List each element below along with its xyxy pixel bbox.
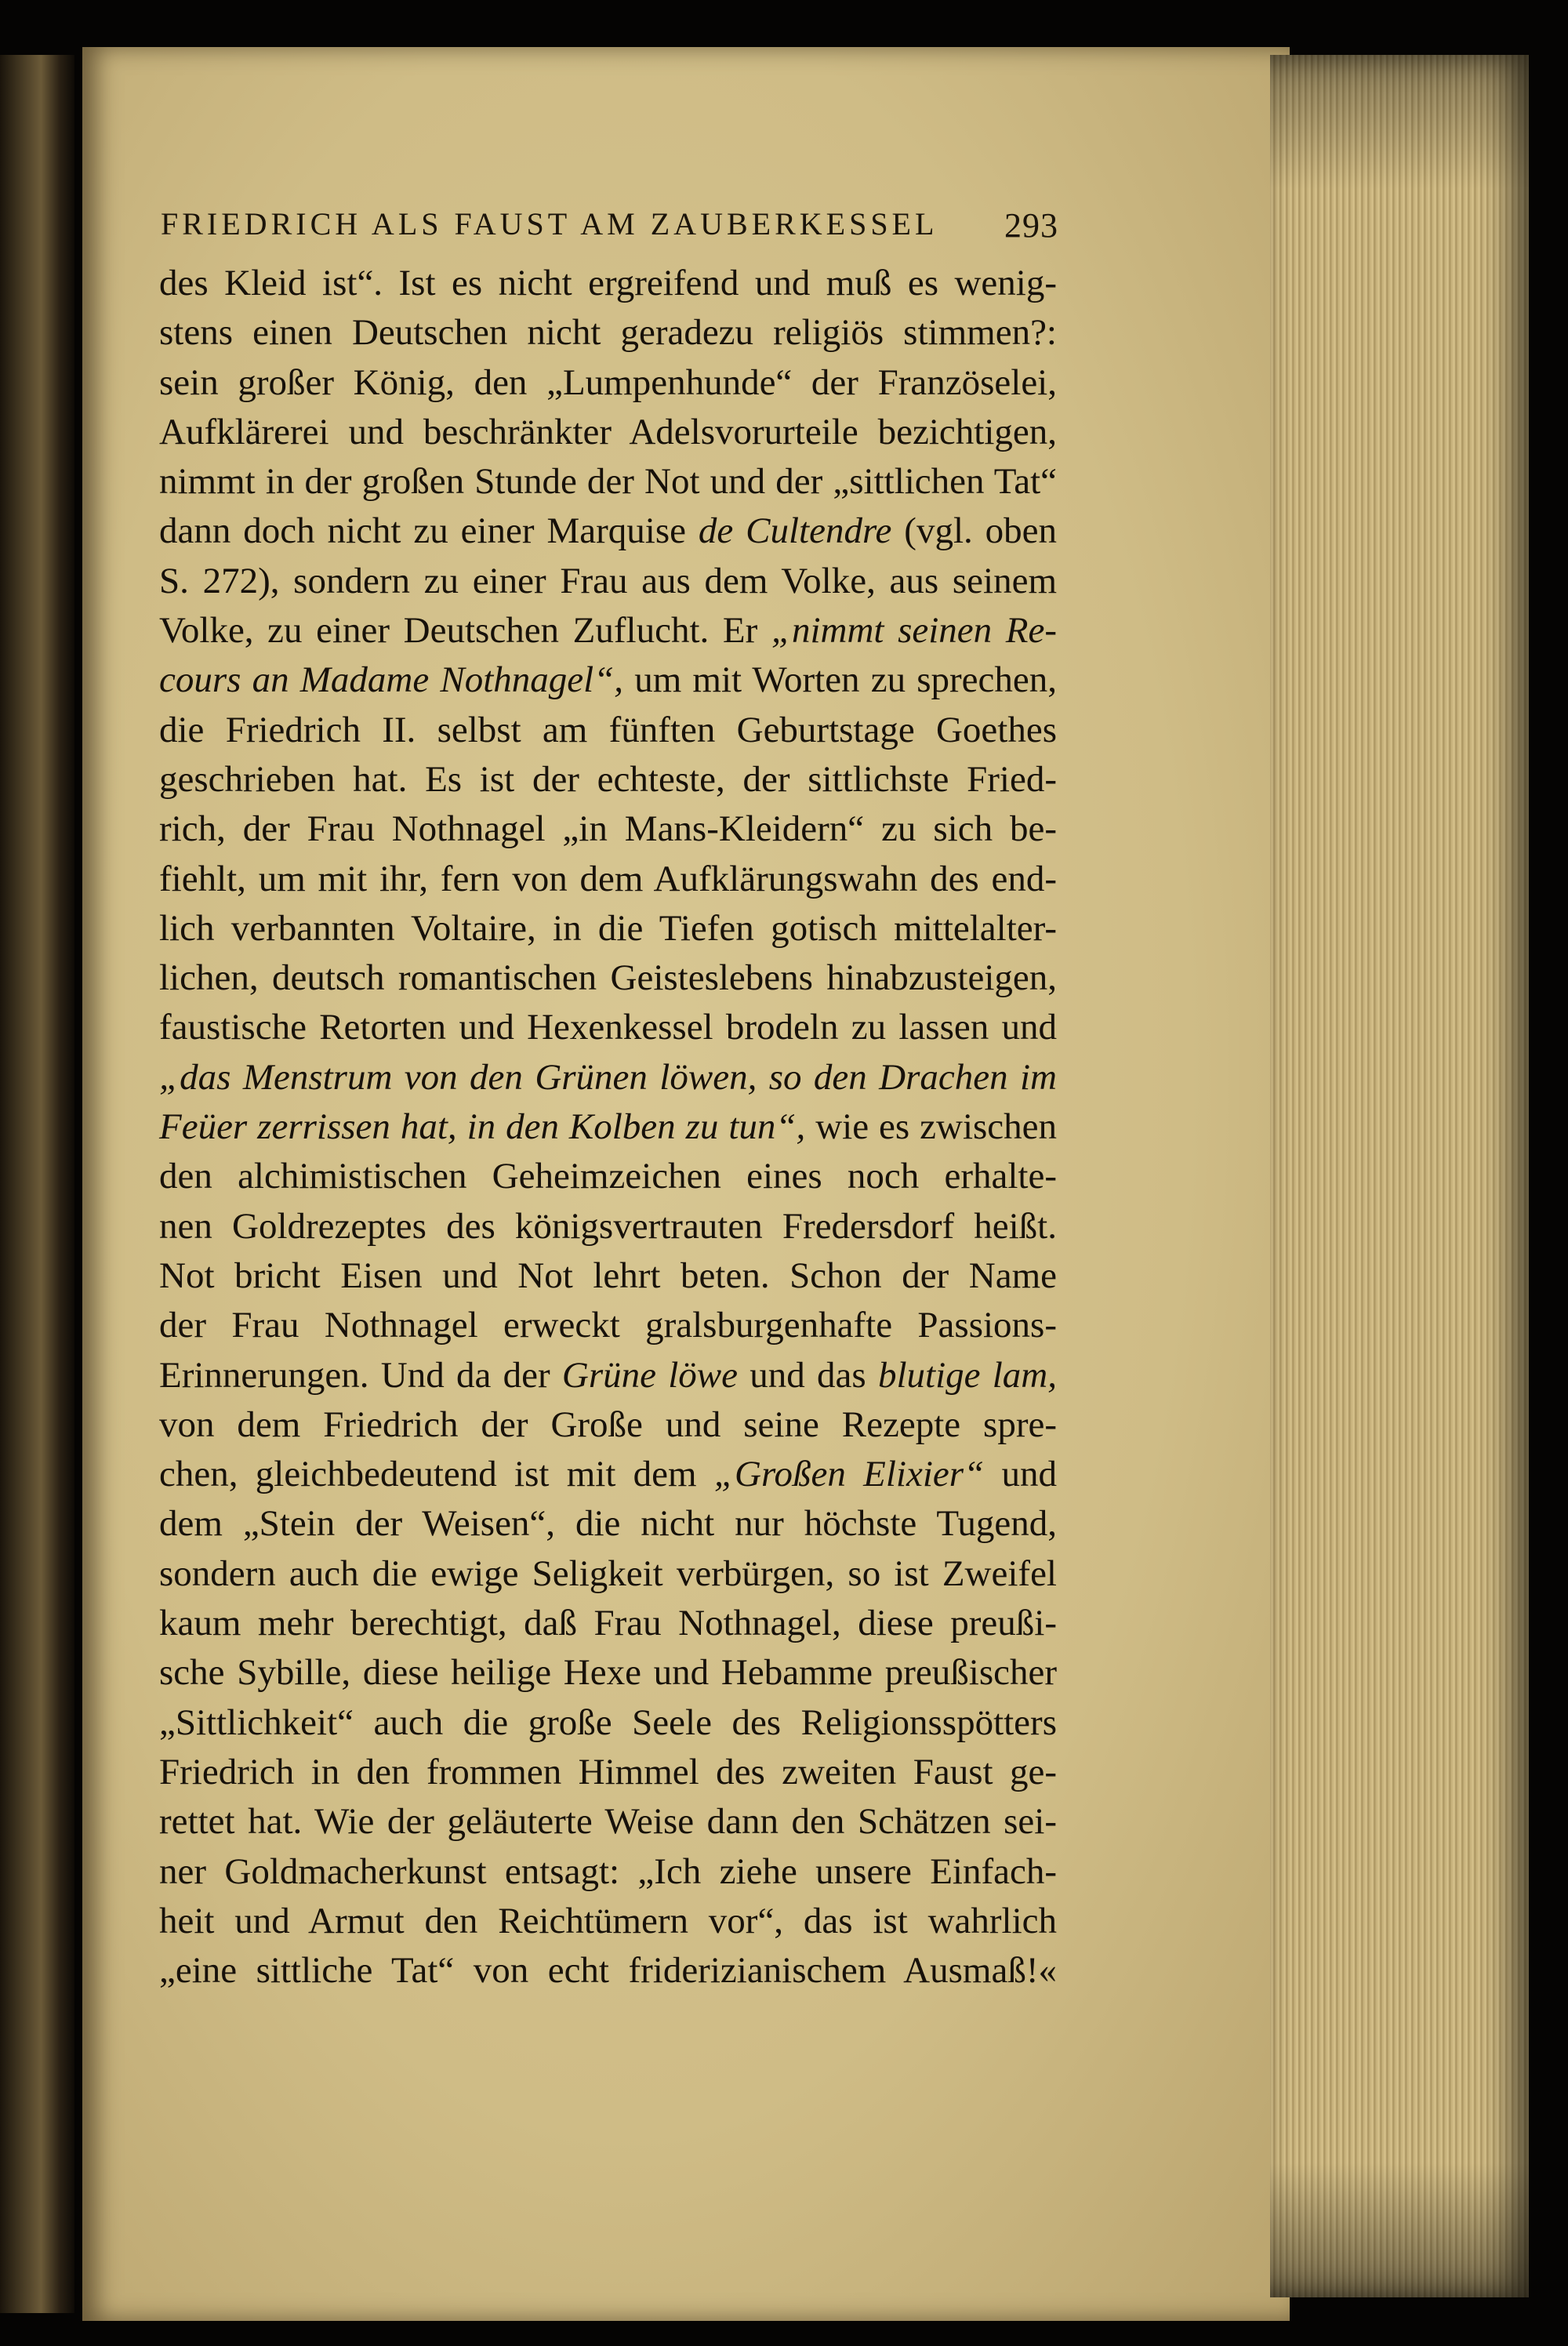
text-segment: kaum mehr berechtigt, daß Frau Nothnagel, diese preußi- [159,1603,1057,1644]
text-segment: heit und Armut den Reichtümern vor“, das ist wahrlich [159,1900,1057,1941]
text-line [159,457,1057,507]
text-line [159,1946,1057,1996]
text-segment: lich verbannten Voltaire, in die Tiefen gotisch mittelalter- [159,907,1057,949]
italic-text: „das Menstrum von den Grünen löwen, so den Drachen im [159,1056,1057,1098]
text-segment: Volke, zu einer Deutschen Zuflucht. Er [159,610,771,652]
text-line [159,755,1057,804]
text-segment: und [984,1454,1057,1495]
text-segment: Friedrich in den frommen Himmel des zweiten Faust ge- [159,1751,1057,1792]
text-segment: nimmt in der großen Stunde der Not und der „sittlichen Tat“ [159,461,1057,503]
body-text [159,259,1057,1996]
text-line [159,1698,1057,1748]
running-title: FRIEDRICH ALS FAUST AM ZAUBERKESSEL [161,206,938,242]
text-segment: um mit Worten zu sprechen, [623,659,1057,701]
text-segment: rettet hat. Wie der geläuterte Weise dann den Schätzen sei- [159,1801,1057,1843]
text-line [159,1400,1057,1450]
text-segment: Aufklärerei und beschränkter Adelsvorurteile bezichtigen, [159,411,1057,452]
text-segment: chen, gleichbedeutend ist mit dem [159,1454,714,1495]
italic-text: „Großen Elixier“ [713,1454,985,1495]
text-segment: dann doch nicht zu einer Marquise [159,510,699,552]
text-segment: die Friedrich II. selbst am fünften Geburtstage Goethes [159,709,1057,750]
italic-text: „nimmt seinen Re- [771,610,1057,652]
italic-text: Grüne löwe [561,1354,739,1396]
text-segment: Erinnerungen. Und da der [159,1354,562,1396]
text-line [159,358,1057,408]
page-stack-shadow [1270,55,1529,2297]
text-segment: dem „Stein der Weisen“, die nicht nur höchste Tugend, [159,1503,1057,1545]
text-segment: wie es zwischen [805,1106,1058,1148]
text-line [159,656,1057,705]
text-line [159,1549,1057,1599]
text-segment: S. 272), sondern zu einer Frau aus dem Volke, aus seinem [159,560,1057,601]
text-segment: den alchimistischen Geheimzeichen eines noch erhalte- [159,1156,1057,1197]
page-number: 293 [1004,206,1058,245]
text-line [159,1599,1057,1648]
text-segment: „eine sittliche Tat“ von echt friderizianischem Ausmaß!« [159,1950,1057,1992]
text-line [159,855,1057,904]
text-segment: von dem Friedrich der Große und seine Rezepte spre- [159,1404,1057,1445]
text-line [159,1003,1057,1052]
italic-text: blutige lam, [877,1354,1057,1396]
text-line [159,308,1057,358]
text-line [159,259,1057,308]
text-line [159,606,1057,656]
text-segment: ner Goldmacherkunst entsagt: „Ich ziehe unsere Einfach- [159,1850,1057,1892]
text-line [159,804,1057,854]
text-segment: faustische Retorten und Hexenkessel brodeln zu lassen und [159,1007,1057,1048]
text-line [159,1251,1057,1301]
text-segment: (vgl. oben [891,510,1058,552]
text-segment: „Sittlichkeit“ auch die große Seele des Religionsspötters [159,1701,1057,1743]
text-segment: stens einen Deutschen nicht geradezu religiös stimmen?: [159,312,1057,354]
text-segment: sondern auch die ewige Seligkeit verbürgen, so ist Zweifel [159,1552,1057,1594]
text-line [159,1450,1057,1499]
text-segment: nen Goldrezeptes des königsvertrauten Fredersdorf heißt. [159,1205,1057,1247]
text-segment: sche Sybille, diese heilige Hexe und Hebamme preußischer [159,1652,1057,1694]
text-line [159,1351,1057,1400]
text-line [159,1202,1057,1251]
text-line [159,1102,1057,1152]
text-line [159,953,1057,1003]
facing-page-edge [0,55,74,2313]
text-line [159,1797,1057,1847]
text-line [159,1053,1057,1102]
text-line [159,557,1057,606]
text-segment: des Kleid ist“. Ist es nicht ergreifend und muß es wenig- [159,263,1057,303]
text-segment: fiehlt, um mit ihr, fern von dem Aufklärungswahn des end- [159,858,1057,899]
italic-text: de Cultendre [698,510,892,552]
text-line [159,1152,1057,1201]
text-segment: rich, der Frau Nothnagel „in Mans-Kleidern“ zu sich be- [159,808,1057,850]
text-line [159,1748,1057,1797]
text-line [159,1847,1057,1897]
text-line [159,1301,1057,1350]
italic-text: cours an Madame Nothnagel“, [159,659,624,701]
text-line [159,1499,1057,1549]
text-line [159,1648,1057,1698]
text-segment: geschrieben hat. Es ist der echteste, der sittlichste Fried- [159,758,1057,800]
running-header [161,205,1058,252]
text-line [159,507,1057,556]
text-line [159,408,1057,457]
text-line [159,904,1057,953]
text-segment: sein großer König, den „Lumpenhunde“ der Französelei, [159,361,1057,403]
text-segment: Not bricht Eisen und Not lehrt beten. Schon der Name [159,1255,1057,1296]
text-line [159,1897,1057,1946]
text-segment: der Frau Nothnagel erweckt gralsburgenhafte Passions- [159,1305,1057,1346]
italic-text: Feüer zerrissen hat, in den Kolben zu tun“, [159,1106,806,1148]
text-segment: und das [738,1354,878,1396]
text-line [159,706,1057,755]
text-segment: lichen, deutsch romantischen Geisteslebens hinabzusteigen, [159,957,1057,999]
